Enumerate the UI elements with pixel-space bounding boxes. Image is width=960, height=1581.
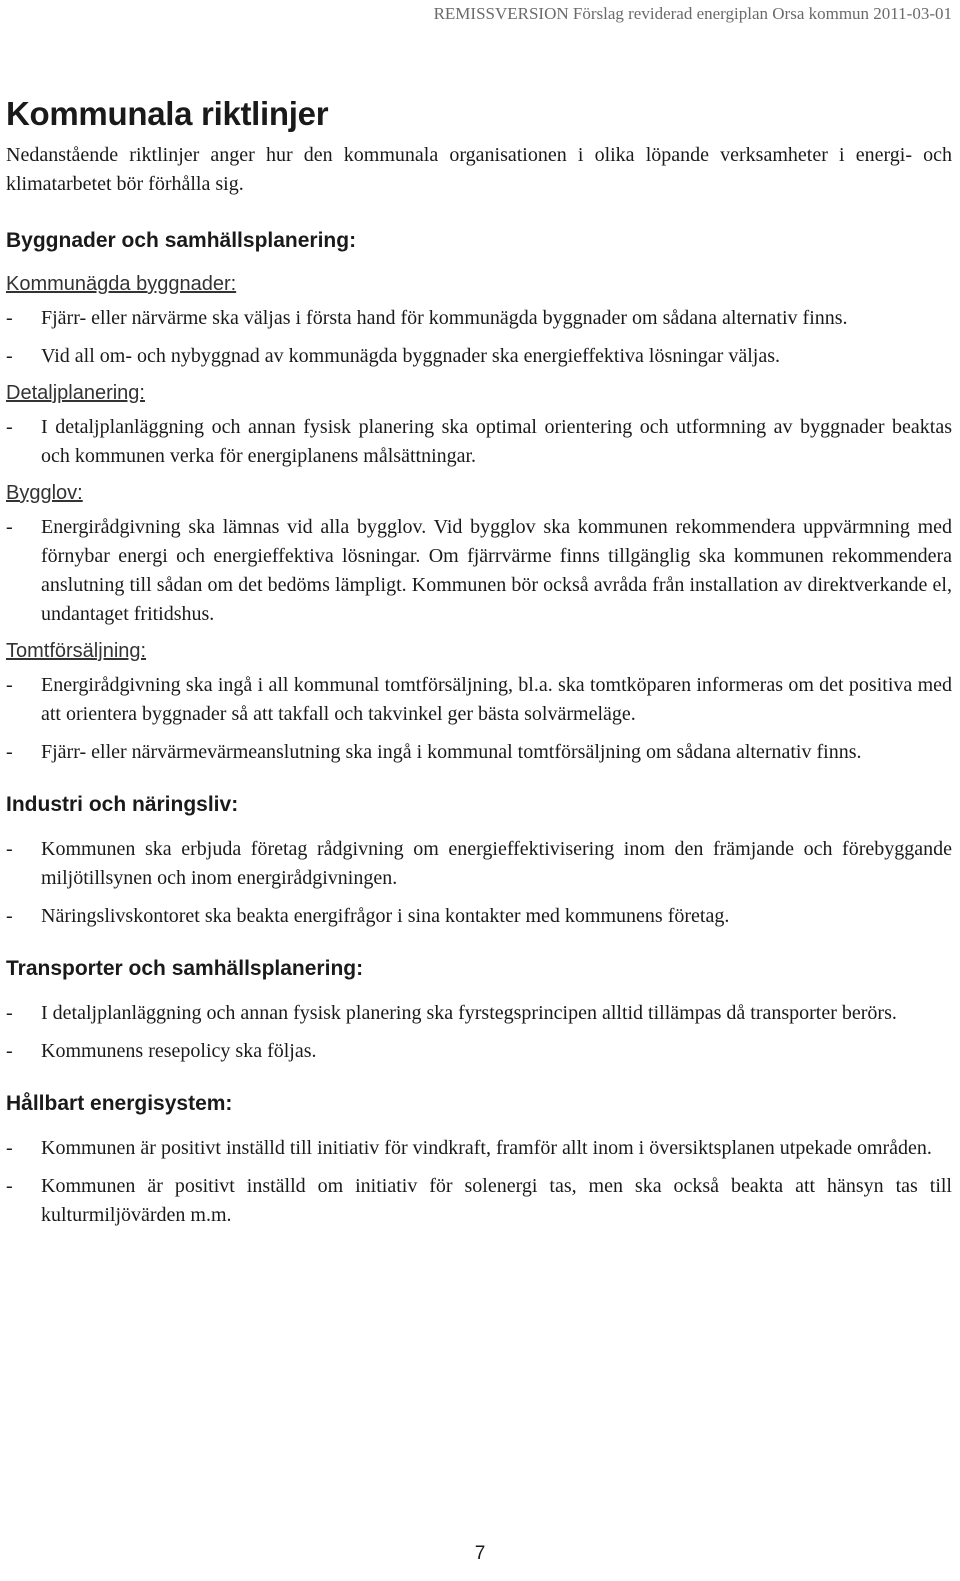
- bullet-list: [6, 1134, 952, 1230]
- dash-bullet: -: [6, 1137, 13, 1159]
- list-item-text: Fjärr- eller närvärmevärmeanslutning ska ingå i kommunal tomtförsäljning om sådana alternativ finns.: [41, 741, 862, 763]
- list-item: [6, 999, 952, 1028]
- list-item: [6, 513, 952, 629]
- dash-bullet: -: [6, 516, 13, 538]
- list-item-text: Fjärr- eller närvärme ska väljas i första hand för kommunägda byggnader om sådana alternativ finns.: [41, 307, 848, 329]
- section-heading-byggnader: Byggnader och samhällsplanering:: [6, 229, 357, 252]
- dash-bullet: -: [6, 838, 13, 860]
- list-item: [6, 671, 952, 729]
- list-item: [6, 902, 952, 931]
- list-item-text: Kommunen är positivt inställd till initiativ för vindkraft, framför allt inom i översiktsplanen utpekade områden.: [41, 1137, 932, 1159]
- page-title: Kommunala riktlinjer: [6, 95, 329, 132]
- subheading-tomtforsaljning: Tomtförsäljning:: [6, 640, 147, 662]
- list-item-text: Kommunen ska erbjuda företag rådgivning om energieffektivisering inom den främjande och förebyggande miljötillsynen och inom energirådgivningen.: [41, 838, 952, 889]
- list-item-text: I detaljplanläggning och annan fysisk planering ska optimal orientering och utformning av byggnader beaktas och kommunen verka för energiplanens målsättningar.: [41, 416, 952, 467]
- subheading-detaljplanering: Detaljplanering:: [6, 382, 145, 404]
- dash-bullet: -: [6, 674, 13, 696]
- document-body: [6, 94, 952, 1239]
- bullet-list: [6, 835, 952, 931]
- subheading-kommunagda-byggnader: Kommunägda byggnader:: [6, 273, 237, 295]
- dash-bullet: -: [6, 345, 13, 367]
- list-item-text: Näringslivskontoret ska beakta energifrågor i sina kontakter med kommunens företag.: [41, 905, 730, 927]
- list-item: [6, 304, 952, 333]
- list-item: [6, 1037, 952, 1066]
- dash-bullet: -: [6, 1040, 13, 1062]
- section-heading-hallbart-energisystem: Hållbart energisystem:: [6, 1092, 233, 1115]
- dash-bullet: -: [6, 741, 13, 763]
- list-item: [6, 342, 952, 371]
- dash-bullet: -: [6, 905, 13, 927]
- list-item-text: Energirådgivning ska lämnas vid alla bygglov. Vid bygglov ska kommunen rekommendera uppvärmning med förnybar energi och energieffektiva lösningar. Om fjärrvärme finns tillgänglig ska kommunen rekommendera anslutning till sådan om det bedöms lämpligt. Kommunen bör också avråda från installation av direktverkande el, undantaget fritidshus.: [41, 516, 952, 625]
- running-header: REMISSVERSION Förslag reviderad energiplan Orsa kommun 2011-03-01: [433, 4, 952, 23]
- list-item: [6, 738, 952, 767]
- subheading-bygglov: Bygglov:: [6, 482, 83, 504]
- section-heading-industri: Industri och näringsliv:: [6, 793, 239, 816]
- list-item: [6, 835, 952, 893]
- bullet-list: [6, 999, 952, 1066]
- bullet-list: [6, 304, 952, 371]
- list-item: [6, 1172, 952, 1230]
- list-item-text: Vid all om- och nybyggnad av kommunägda byggnader ska energieffektiva lösningar väljas.: [41, 345, 780, 367]
- list-item-text: Kommunens resepolicy ska följas.: [41, 1040, 317, 1062]
- section-heading-transporter: Transporter och samhällsplanering:: [6, 957, 364, 980]
- intro-paragraph: Nedanstående riktlinjer anger hur den kommunala organisationen i olika löpande verksamheter i energi- och klimatarbetet bör förhålla sig.: [6, 144, 952, 195]
- page-number: 7: [474, 1543, 486, 1564]
- list-item-text: Kommunen är positivt inställd om initiativ för solenergi tas, men ska också beakta att hänsyn tas till kulturmiljövärden m.m.: [41, 1175, 952, 1226]
- dash-bullet: -: [6, 1175, 13, 1197]
- dash-bullet: -: [6, 1002, 13, 1024]
- list-item-text: I detaljplanläggning och annan fysisk planering ska fyrstegsprincipen alltid tillämpas då transporter berörs.: [41, 1002, 897, 1024]
- bullet-list: [6, 413, 952, 471]
- list-item: [6, 413, 952, 471]
- bullet-list: [6, 513, 952, 629]
- dash-bullet: -: [6, 307, 13, 329]
- dash-bullet: -: [6, 416, 13, 438]
- list-item: [6, 1134, 952, 1163]
- list-item-text: Energirådgivning ska ingå i all kommunal tomtförsäljning, bl.a. ska tomtköparen informeras om det positiva med att orientera byggnader så att takfall och takvinkel ger bästa solvärmeläge.: [41, 674, 952, 725]
- bullet-list: [6, 671, 952, 767]
